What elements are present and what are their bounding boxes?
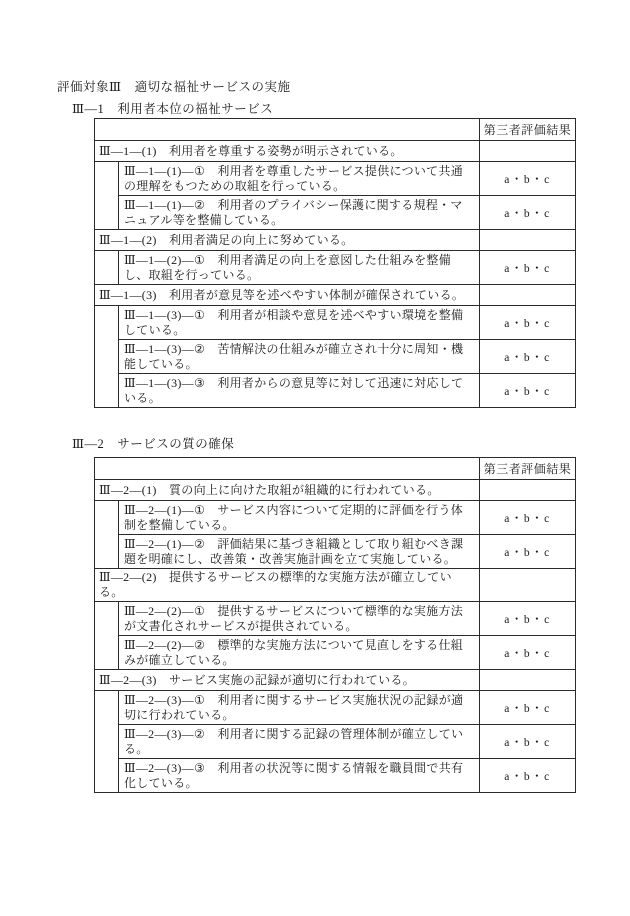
category-text: Ⅲ―2―(1) 質の向上に向けた取組が組織的に行われている。 [95,480,480,501]
item-text: Ⅲ―2―(3)―③ 利用者の状況等に関する情報を職員間で共有化している。 [119,759,480,793]
result-cell: a・b・c [480,196,576,230]
item-row [95,374,576,408]
indent-cell [95,501,119,569]
table-header-row [95,119,576,141]
result-cell: a・b・c [480,340,576,374]
indent-cell [95,306,119,408]
category-text: Ⅲ―1―(1) 利用者を尊重する姿勢が明示されている。 [95,141,480,162]
result-cell: a・b・c [480,602,576,636]
result-cell [480,569,576,602]
item-text: Ⅲ―1―(3)―② 苦情解決の仕組みが確立され十分に周知・機能している。 [119,340,480,374]
category-row [95,480,576,501]
item-text: Ⅲ―1―(3)―③ 利用者からの意見等に対して迅速に対応している。 [119,374,480,408]
category-row [95,285,576,306]
indent-cell [95,162,119,230]
section-1-heading: Ⅲ―1 利用者本位の福祉サービス [72,102,274,116]
indent-cell [95,691,119,793]
evaluation-table-1 [94,118,576,408]
result-cell [480,670,576,691]
table-header-row [95,458,576,480]
item-text: Ⅲ―2―(3)―① 利用者に関するサービス実施状況の記録が適切に行われている。 [119,691,480,725]
result-cell [480,230,576,251]
item-row [95,340,576,374]
item-row [95,196,576,230]
result-cell: a・b・c [480,535,576,569]
item-row [95,691,576,725]
item-row [95,251,576,285]
item-text: Ⅲ―1―(3)―① 利用者が相談や意見を述べやすい環境を整備している。 [119,306,480,340]
item-row [95,501,576,535]
item-row [95,306,576,340]
item-text: Ⅲ―1―(1)―② 利用者のプライバシー保護に関する規程・マニュアル等を整備している。 [119,196,480,230]
section-2-heading: Ⅲ―2 サービスの質の確保 [72,437,235,451]
evaluation-table-2 [94,457,576,793]
category-row [95,670,576,691]
category-row [95,230,576,251]
result-column-header: 第三者評価結果 [480,458,576,480]
header-spacer-cell [95,458,480,480]
item-row [95,535,576,569]
result-cell: a・b・c [480,759,576,793]
item-row [95,602,576,636]
section-2-table-container [94,457,576,793]
category-text: Ⅲ―1―(2) 利用者満足の向上に努めている。 [95,230,480,251]
category-text: Ⅲ―2―(3) サービス実施の記録が適切に行われている。 [95,670,480,691]
result-cell: a・b・c [480,251,576,285]
item-text: Ⅲ―2―(2)―② 標準的な実施方法について見直しをする仕組みが確立している。 [119,636,480,670]
result-cell: a・b・c [480,162,576,196]
item-row [95,162,576,196]
item-text: Ⅲ―2―(1)―① サービス内容について定期的に評価を行う体制を整備している。 [119,501,480,535]
result-cell: a・b・c [480,306,576,340]
category-row [95,569,576,602]
result-cell [480,285,576,306]
result-column-header: 第三者評価結果 [480,119,576,141]
item-text: Ⅲ―2―(1)―② 評価結果に基づき組織として取り組むべき課題を明確にし、改善策・改善実施計画を立て実施している。 [119,535,480,569]
item-text: Ⅲ―1―(2)―① 利用者満足の向上を意図した仕組みを整備し、取組を行っている。 [119,251,480,285]
item-text: Ⅲ―2―(2)―① 提供するサービスについて標準的な実施方法が文書化されサービスが提供されている。 [119,602,480,636]
result-cell: a・b・c [480,636,576,670]
result-cell [480,480,576,501]
item-row [95,725,576,759]
item-row [95,636,576,670]
page-title: 評価対象Ⅲ 適切な福祉サービスの実施 [57,80,291,94]
result-cell: a・b・c [480,725,576,759]
item-text: Ⅲ―2―(3)―② 利用者に関する記録の管理体制が確立している。 [119,725,480,759]
result-cell [480,141,576,162]
item-text: Ⅲ―1―(1)―① 利用者を尊重したサービス提供について共通の理解をもつための取組を行っている。 [119,162,480,196]
category-text: Ⅲ―2―(2) 提供するサービスの標準的な実施方法が確立している。 [95,569,480,602]
category-text: Ⅲ―1―(3) 利用者が意見等を述べやすい体制が確保されている。 [95,285,480,306]
indent-cell [95,251,119,285]
item-row [95,759,576,793]
category-row [95,141,576,162]
section-1-table-container [94,118,576,408]
indent-cell [95,602,119,670]
result-cell: a・b・c [480,501,576,535]
header-spacer-cell [95,119,480,141]
result-cell: a・b・c [480,691,576,725]
result-cell: a・b・c [480,374,576,408]
